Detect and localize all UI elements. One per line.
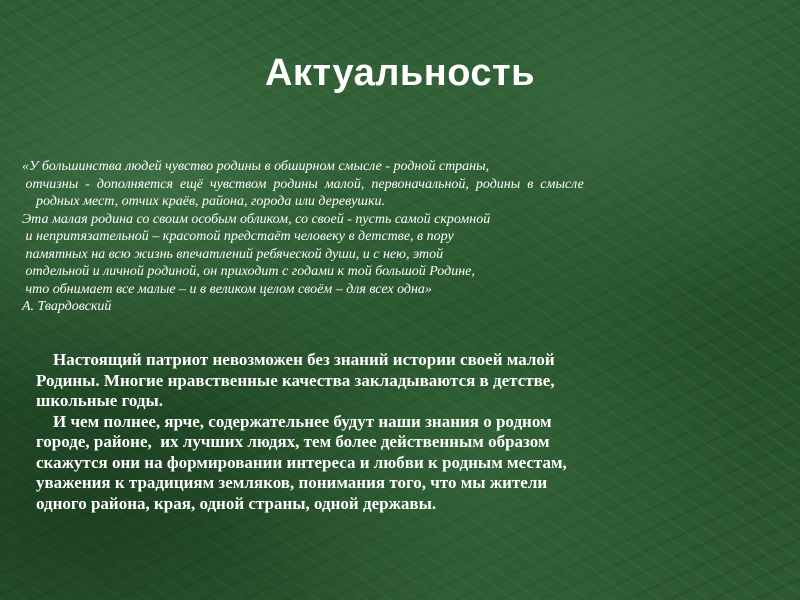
quote-line: Эта малая родина со своим особым обликом, со своей - пусть самой скромной xyxy=(22,211,491,227)
quote-line: отчизны - дополняется ещё чувством родины малой, первоначальной, родины в смысле xyxy=(22,176,584,192)
body-line: скажутся они на формировании интереса и любви к родным местам, xyxy=(36,452,567,472)
quote-line: что обнимает все малые – и в великом целом своём – для всех одна» xyxy=(22,281,432,297)
body-line: школьные годы. xyxy=(36,391,164,410)
quote-line: памятных на всю жизнь впечатлений ребяческой души, и с нею, этой xyxy=(22,246,444,262)
quote-author: А. Твардовский xyxy=(22,299,112,314)
body-line: одного района, края, одной страны, одной державы. xyxy=(36,493,437,513)
quote-line: «У большинства людей чувство родины в обширном смысле - родной страны, xyxy=(22,159,490,174)
quote-block xyxy=(22,158,762,316)
body-line: Родины. Многие нравственные качества закладываются в детстве, xyxy=(36,370,555,390)
body-line: Настоящий патриот невозможен без знаний истории своей малой xyxy=(36,350,555,369)
quote-line: родных мест, отчих краёв, района, города или деревушки. xyxy=(22,194,386,209)
slide-title: Актуальность xyxy=(264,52,536,94)
body-text xyxy=(36,350,756,514)
body-line: уважения к традициям земляков, понимания того, что мы жители xyxy=(36,473,548,492)
body-line: И чем полнее, ярче, содержательнее будут наши знания о родном xyxy=(36,411,552,431)
body-line: городе, районе, их лучших людях, тем более действенным образом xyxy=(36,432,550,451)
quote-line: и непритязательной – красотой предстаёт человеку в детстве, в пору xyxy=(22,229,454,244)
quote-line: отдельной и личной родиной, он приходит с годами к той большой Родине, xyxy=(22,264,475,279)
